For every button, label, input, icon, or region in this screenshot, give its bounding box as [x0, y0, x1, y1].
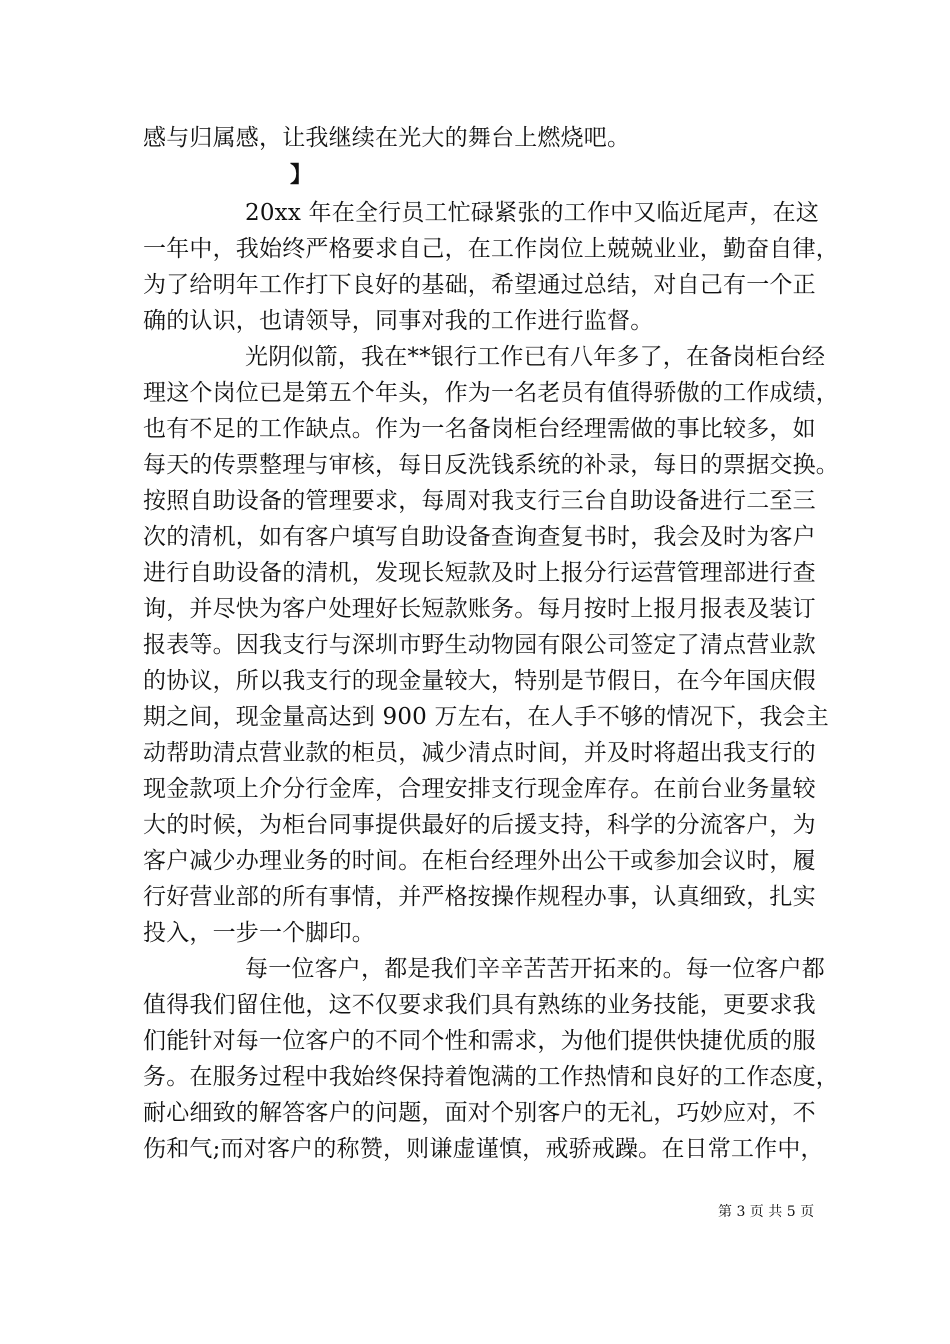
paragraph-2-line-14: 大的时候，为柜台同事提供最好的后援支持，科学的分流客户，为 [143, 812, 816, 838]
paragraph-2-line-5: 按照自助设备的管理要求，每周对我支行三台自助设备进行二至三 [143, 488, 816, 514]
paragraph-2-line-17: 投入，一步一个脚印。 [143, 920, 375, 946]
paragraph-2-line-6: 次的清机，如有客户填写自助设备查询查复书时，我会及时为客户 [143, 524, 816, 550]
paragraph-2-line-9: 报表等。因我支行与深圳市野生动物园有限公司签定了清点营业款 [143, 632, 816, 658]
paragraph-2-line-3: 也有不足的工作缺点。作为一名备岗柜台经理需做的事比较多，如 [143, 416, 816, 442]
bracket-mark: 】 [290, 162, 313, 188]
paragraph-2-line-2: 理这个岗位已是第五个年头，作为一名老员有值得骄傲的工作成绩， [143, 380, 839, 406]
paragraph-2-line-12: 动帮助清点营业款的柜员，减少清点时间，并及时将超出我支行的 [143, 740, 816, 766]
paragraph-2-line-15: 客户减少办理业务的时间。在柜台经理外出公干或参加会议时，履 [143, 848, 816, 874]
paragraph-3-line-4: 务。在服务过程中我始终保持着饱满的工作热情和良好的工作态度， [143, 1064, 839, 1090]
paragraph-2-line-8: 询，并尽快为客户处理好长短款账务。每月按时上报月报表及装订 [143, 596, 816, 622]
paragraph-2-line-7: 进行自助设备的清机，发现长短款及时上报分行运营管理部进行查 [143, 560, 816, 586]
paragraph-3-line-1: 每一位客户，都是我们辛辛苦苦开拓来的。每一位客户都 [245, 956, 825, 982]
paragraph-1-line-1: 20xx 年在全行员工忙碌紧张的工作中又临近尾声，在这 [245, 200, 819, 226]
paragraph-3-line-2: 值得我们留住他，这不仅要求我们具有熟练的业务技能，更要求我 [143, 992, 816, 1018]
paragraph-1-line-3: 为了给明年工作打下良好的基础，希望通过总结，对自己有一个正 [143, 272, 816, 298]
opening-line: 感与归属感，让我继续在光大的舞台上燃烧吧。 [143, 125, 631, 151]
paragraph-1-line-4: 确的认识，也请领导，同事对我的工作进行监督。 [143, 308, 654, 334]
paragraph-2-line-11: 期之间，现金量高达到 900 万左右，在人手不够的情况下，我会主 [143, 704, 829, 730]
paragraph-2-line-10: 的协议，所以我支行的现金量较大，特别是节假日，在今年国庆假 [143, 668, 816, 694]
paragraph-3-line-3: 们能针对每一位客户的不同个性和需求，为他们提供快捷优质的服 [143, 1028, 816, 1054]
paragraph-2-line-4: 每天的传票整理与审核，每日反洗钱系统的补录，每日的票据交换。 [143, 452, 839, 478]
paragraph-2-line-1: 光阴似箭，我在**银行工作已有八年多了，在备岗柜台经 [245, 344, 826, 370]
page-footer: 第 3 页 共 5 页 [718, 1204, 815, 1220]
paragraph-3-line-6: 伤和气;而对客户的称赞，则谦虚谨慎，戒骄戒躁。在日常工作中， [143, 1136, 824, 1162]
paragraph-2-line-13: 现金款项上介分行金库，合理安排支行现金库存。在前台业务量较 [143, 776, 816, 802]
paragraph-1-line-2: 一年中，我始终严格要求自己，在工作岗位上兢兢业业，勤奋自律， [143, 236, 839, 262]
paragraph-3-line-5: 耐心细致的解答客户的问题，面对个别客户的无礼，巧妙应对，不 [143, 1100, 816, 1126]
paragraph-2-line-16: 行好营业部的所有事情，并严格按操作规程办事，认真细致，扎实 [143, 884, 816, 910]
